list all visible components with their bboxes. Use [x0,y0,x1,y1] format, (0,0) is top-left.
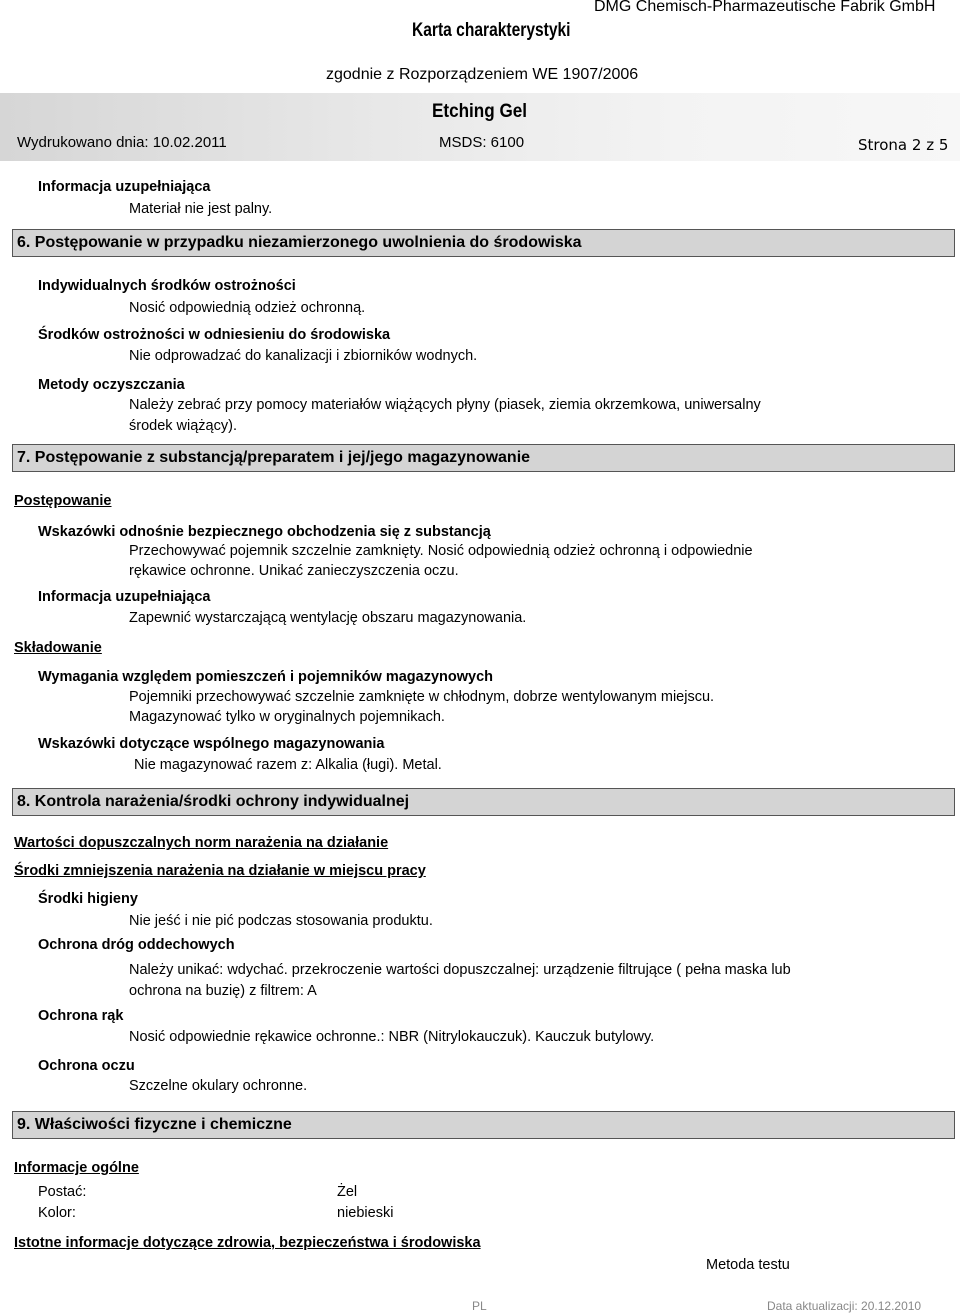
environmental-precautions-text: Nie odprowadzać do kanalizacji i zbiorników wodnych. [129,348,478,364]
environmental-precautions-label: Środków ostrożności w odniesieniu do środowiska [38,327,391,343]
hand-protection-text: Nosić odpowiednie rękawice ochronne.: NBR (Nitrylokauczuk). Kauczuk butylowy. [129,1029,655,1045]
document-title: Karta charakterystyki [412,20,571,41]
footer-update-date: Data aktualizacji: 20.12.2010 [767,1299,922,1313]
footer-language: PL [472,1299,487,1313]
hand-protection-label: Ochrona rąk [38,1008,124,1024]
personal-precautions-text: Nosić odpowiednią odzież ochronną. [129,300,366,316]
cleaning-methods-text-2: środek wiążący). [129,418,237,434]
storage-heading: Składowanie [14,640,102,656]
color-label: Kolor: [38,1205,76,1221]
storage-requirements-text-2: Magazynować tylko w oryginalnych pojemnikach. [129,709,445,725]
form-value: Żel [337,1184,358,1200]
hygiene-text: Nie jeść i nie pić podczas stosowania produktu. [129,913,433,929]
form-label: Postać: [38,1184,87,1200]
product-name: Etching Gel [432,101,528,122]
exposure-limits-heading: Wartości dopuszczalnych norm narażenia na działanie [14,835,389,851]
safe-handling-label: Wskazówki odnośnie bezpiecznego obchodzenia się z substancją [38,524,491,540]
safe-handling-text-1: Przechowywać pojemnik szczelnie zamknięty. Nosić odpowiednią odzież ochronną i odpowiednie [129,543,753,559]
health-safety-heading: Istotne informacje dotyczące zdrowia, bezpieczeństwa i środowiska [14,1235,481,1251]
personal-precautions-label: Indywidualnych środków ostrożności [38,278,296,294]
safe-handling-text-2: rękawice ochronne. Unikać zanieczyszczenia oczu. [129,563,459,579]
eye-protection-label: Ochrona oczu [38,1058,135,1074]
storage-requirements-label: Wymagania względem pomieszczeń i pojemników magazynowych [38,669,493,685]
intro-info-text: Materiał nie jest palny. [129,201,273,217]
hygiene-label: Środki higieny [38,891,138,907]
respiratory-protection-text-2: ochrona na buzię) z filtrem: A [129,983,317,999]
msds-number: MSDS: 6100 [439,134,525,151]
section-6-header: 6. Postępowanie w przypadku niezamierzonego uwolnienia do środowiska [12,229,955,257]
section-8-header: 8. Kontrola narażenia/środki ochrony indywidualnej [12,788,955,816]
cleaning-methods-text-1: Należy zebrać przy pomocy materiałów wiążących płyny (piasek, ziemia okrzemkowa, uniwersalny [129,397,761,413]
test-method-label: Metoda testu [706,1257,790,1273]
joint-storage-text: Nie magazynować razem z: Alkalia (ługi). Metal. [134,757,442,773]
print-date: Wydrukowano dnia: 10.02.2011 [17,134,227,151]
storage-requirements-text-1: Pojemniki przechowywać szczelnie zamknięte w chłodnym, dobrze wentylowanym miejscu. [129,689,715,705]
section-7-header: 7. Postępowanie z substancją/preparatem i jej/jego magazynowanie [12,444,955,472]
color-value: niebieski [337,1205,394,1221]
intro-info-label: Informacja uzupełniająca [38,179,211,195]
page-number: Strona 2 z 5 [858,136,949,154]
general-info-heading: Informacje ogólne [14,1160,139,1176]
handling-heading: Postępowanie [14,493,112,509]
handling-info-label: Informacja uzupełniająca [38,589,211,605]
company-name: DMG Chemisch-Pharmazeutische Fabrik GmbH [594,0,936,15]
workplace-measures-heading: Środki zmniejszenia narażenia na działanie w miejscu pracy [14,863,426,879]
handling-info-text: Zapewnić wystarczającą wentylację obszaru magazynowania. [129,610,527,626]
respiratory-protection-text-1: Należy unikać: wdychać. przekroczenie wartości dopuszczalnej: urządzenie filtrujące ( pełna maska lub [129,962,791,978]
respiratory-protection-label: Ochrona dróg oddechowych [38,937,235,953]
joint-storage-label: Wskazówki dotyczące wspólnego magazynowania [38,736,385,752]
eye-protection-text: Szczelne okulary ochronne. [129,1078,308,1094]
cleaning-methods-label: Metody oczyszczania [38,377,185,393]
regulation-reference: zgodnie z Rozporządzeniem WE 1907/2006 [326,66,639,83]
section-9-header: 9. Właściwości fizyczne i chemiczne [12,1111,955,1139]
